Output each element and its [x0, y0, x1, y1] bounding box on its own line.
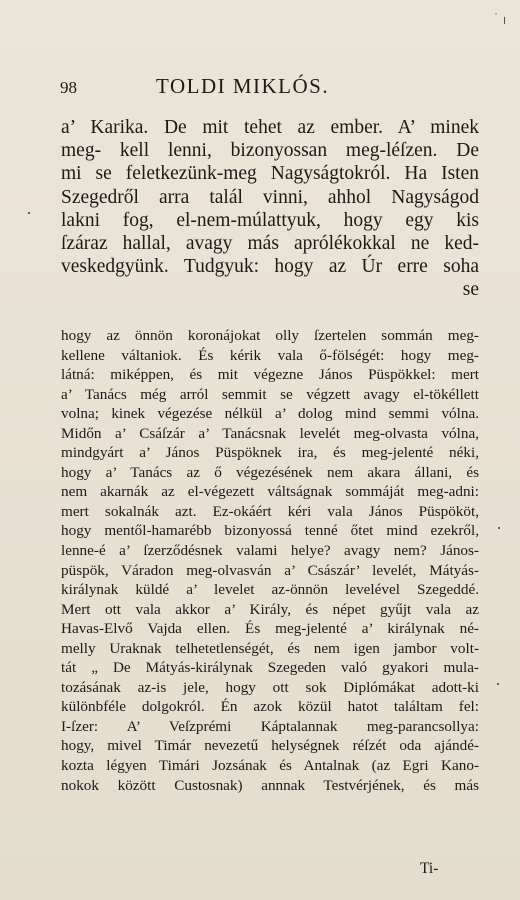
upper-text-line: se: [462, 279, 479, 301]
upper-text-block: [61, 116, 479, 302]
lower-text-line: hogy, mivel Timár nevezetű helységnek réſzét oda ajándé-: [61, 737, 479, 755]
page-header: [60, 74, 480, 102]
lower-text-line: mert sokalnák azt. Ez-okáért kéri vala János Püspököt,: [61, 502, 479, 520]
upper-text-line: ſzáraz hallal, avagy más aprólékokkal ne ked-: [61, 233, 479, 255]
lower-text-line: tozásának az-is jele, hogy ott sok Diplómákat adott-ki: [61, 678, 479, 696]
upper-text-line: veskedgyünk. Tudgyuk: hogy az Úr erre soha: [61, 256, 479, 278]
lower-text-line: lenne-é a’ ſzerződésnek valami helye? avagy nem? János-: [61, 542, 479, 560]
lower-text-line: Mert ott vala akkor a’ Király, és népet gyűjt vala az: [61, 600, 479, 618]
ink-speck: [28, 212, 30, 214]
running-title: TOLDI MIKLÓS.: [156, 74, 330, 98]
catchword: Ti-: [420, 860, 439, 877]
lower-text-line: hogy az önnön koronájokat olly ſzertelen sommán meg-: [61, 327, 479, 344]
lower-text-line: különbféle dolgokról. Én azok közül hatot találtam fel:: [61, 698, 479, 716]
lower-text-line: látná: miképpen, és mit végezne János Püspökkel: mert: [61, 366, 479, 384]
lower-text-line: Havas-Elvő Vajda ellen. És meg-jelenté a’ királynak né-: [61, 620, 479, 638]
lower-text-line: tát „ De Mátyás-királynak Szegeden való gyakori mula-: [61, 659, 479, 677]
lower-text-line: nokok között Custosnak) annnak Testvérjének, és más: [61, 776, 479, 794]
lower-text-line: melly Uraknak telhetetlenségét, és nem igen jambor volt-: [61, 639, 479, 657]
upper-text-line: lakni fog, el-nem-múlattyuk, hogy egy kis: [61, 209, 479, 231]
lower-text-line: kellene váltaniok. És kérik vala ő-fölségét: hogy meg-: [61, 346, 479, 364]
corner-mark: ˙ ╷: [494, 10, 509, 24]
lower-text-line: volna; kinek végezése nélkül a’ dolog mind semmi vólna.: [61, 405, 479, 423]
lower-text-line: a’ Tanács még arról semmit se végzett avagy el-tökéllett: [61, 385, 479, 403]
lower-text-line: Midőn a’ Csáſzár a’ Tanácsnak levelét meg-olvasta vólna,: [61, 424, 479, 442]
upper-text-line: mi se feletkezünk-meg Nagyságtokról. Ha Isten: [61, 163, 479, 185]
lower-text-block: [61, 326, 479, 795]
lower-text-line: nem akarnák az el-végezett váltságnak sommáját meg-adni:: [61, 483, 479, 501]
upper-text-line: Szegedről arra talál vinni, ahhol Nagyságod: [61, 186, 479, 208]
ink-speck: [497, 683, 499, 685]
page-number: 98: [60, 78, 77, 97]
upper-text-line: meg- kell lenni, bizonyossan meg-léſzen. De: [61, 140, 479, 162]
lower-text-line: királynak küldé a’ levelet az-önnön levelével Szegeddé.: [61, 581, 479, 599]
lower-text-line: hogy a’ Tanács az ő végezésének nem akara állani, és: [61, 463, 479, 481]
lower-text-line: I-ſzer: A’ Veſzprémi Káptalannak meg-parancsollya:: [61, 717, 479, 735]
lower-text-line: kozta légyen Timári Jozsának és Antalnak (az Egri Kano-: [61, 757, 479, 775]
lower-text-line: püspök, Váradon meg-olvasván a’ Császár’ levelét, Mátyás-: [61, 561, 479, 579]
ink-speck: [498, 527, 500, 529]
lower-text-line: hogy mentől-hamarébb bizonyossá tenné őtet mind ezekről,: [61, 522, 479, 540]
lower-text-line: mindgyárt a’ János Püspöknek ira, és meg-jelenté néki,: [61, 444, 479, 462]
upper-text-line: a’ Karika. De mit tehet az ember. A’ minek: [61, 117, 479, 138]
